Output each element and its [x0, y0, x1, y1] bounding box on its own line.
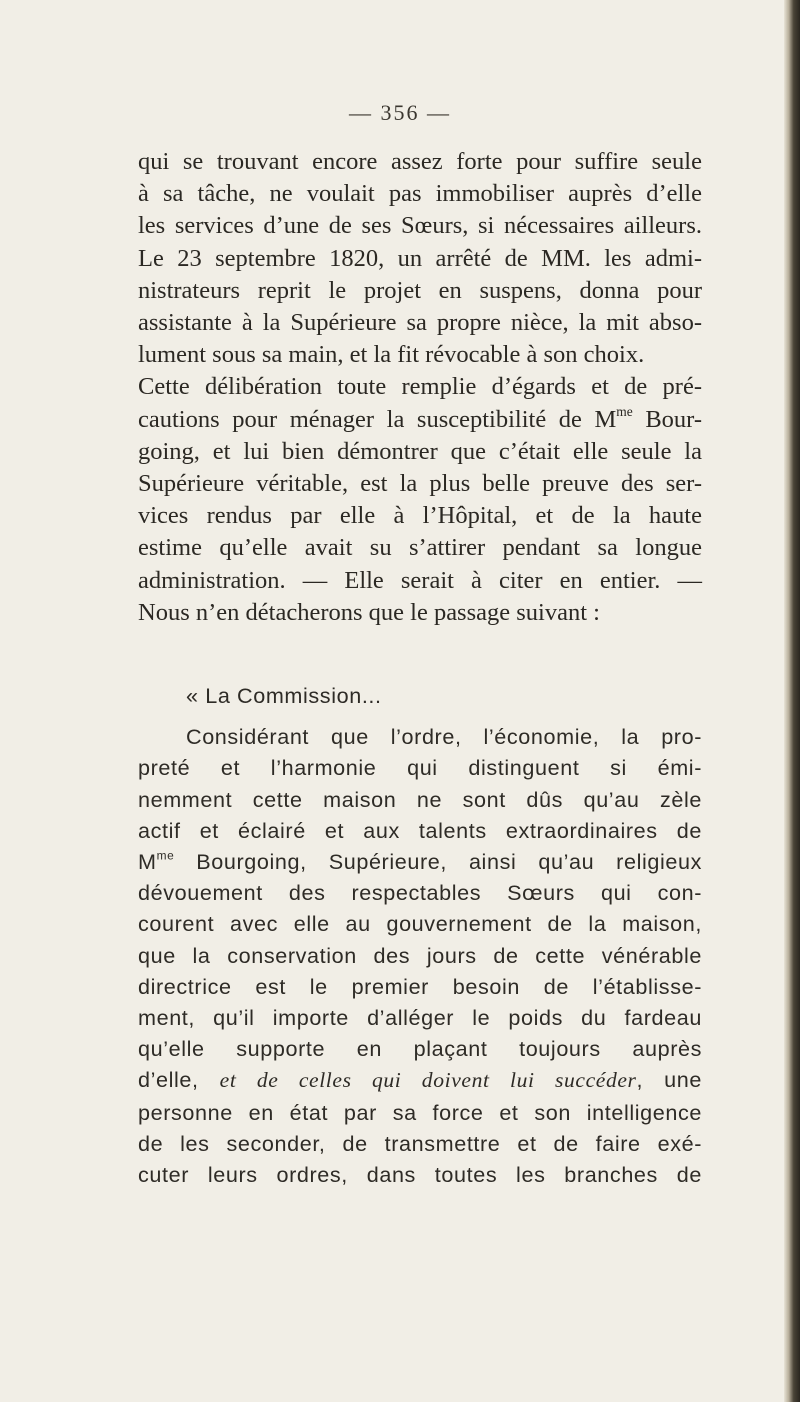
quote-line: qu’elle supporte en plaçant toujours auprès: [138, 1036, 702, 1062]
quote-line: cuter leurs ordres, dans toutes les branches de: [138, 1162, 702, 1188]
quote-line: dévouement des respectables Sœurs qui con-: [138, 880, 702, 906]
text-line: [138, 371, 702, 403]
text-line: Le 23 septembre 1820, un arrêté de MM. les admi-: [138, 244, 702, 272]
page-number: — 356 —: [349, 100, 451, 125]
quote-line: preté et l’harmonie qui distinguent si émi-: [138, 755, 702, 781]
text-fragment: cautions pour ménager la susceptibilité de M: [138, 405, 617, 433]
quote-line: [138, 1064, 702, 1096]
quote-line: Considérant que l’ordre, l’économie, la pro-: [186, 724, 702, 750]
superscript: me: [616, 403, 633, 419]
text-fragment: Bour-: [632, 405, 702, 433]
text-line: nistrateurs reprit le projet en suspens, donna pour: [138, 276, 702, 304]
text-line: lument sous sa main, et la fit révocable à son choix.: [138, 341, 645, 369]
text-fragment: Bourgoing, Supérieure, ainsi qu’au religieux: [174, 849, 702, 875]
text-fragment: M: [138, 849, 157, 875]
text-line: estime qu’elle avait su s’attirer pendant sa longue: [138, 534, 702, 562]
quote-line: de les seconder, de transmettre et de faire exé-: [138, 1130, 702, 1156]
quote-line: que la conservation des jours de cette vénérable: [138, 942, 702, 968]
text-line: going, et lui bien démontrer que c’était elle seule la: [138, 437, 702, 465]
quote-line: nemment cette maison ne sont dûs qu’au zèle: [138, 786, 702, 812]
text-line: vices rendus par elle à l’Hôpital, et de la haute: [138, 502, 702, 530]
text-line: administration. — Elle serait à citer en entier. —: [138, 566, 702, 594]
page-edge-shadow: [784, 0, 800, 1402]
text-fragment: , une: [636, 1067, 702, 1093]
main-text: [138, 146, 702, 629]
quote-line: [138, 846, 702, 877]
quote-line: directrice est le premier besoin de l’établisse-: [138, 973, 702, 999]
quote-line: actif et éclairé et aux talents extraordinaires de: [138, 817, 702, 843]
superscript: me: [156, 848, 175, 863]
quoted-passage: [138, 680, 702, 1190]
quote-line: personne en état par sa force et son intelligence: [138, 1099, 702, 1125]
quote-opening: « La Commission...: [186, 683, 382, 708]
text-line: [138, 404, 702, 436]
paragraph2-first-line: Cette délibération toute remplie d’égards et de pré-: [138, 373, 702, 401]
text-line: qui se trouvant encore assez forte pour suffire seule: [138, 148, 702, 175]
text-line: à sa tâche, ne voulait pas immobiliser auprès d’elle: [138, 180, 702, 208]
quote-line: courent avec elle au gouvernement de la maison,: [138, 911, 702, 937]
text-line: les services d’une de ses Sœurs, si nécessaires ailleurs.: [138, 212, 702, 240]
text-line: Supérieure véritable, est la plus belle preuve des ser-: [138, 470, 702, 498]
text-line: Nous n’en détacherons que le passage suivant :: [138, 598, 600, 626]
italic-phrase: et de celles qui doivent lui succéder: [219, 1068, 637, 1093]
quote-line: ment, qu’il importe d’alléger le poids du fardeau: [138, 1005, 702, 1031]
text-fragment: d’elle,: [138, 1067, 220, 1093]
text-line: assistante à la Supérieure sa propre nièce, la mit abso-: [138, 309, 702, 337]
